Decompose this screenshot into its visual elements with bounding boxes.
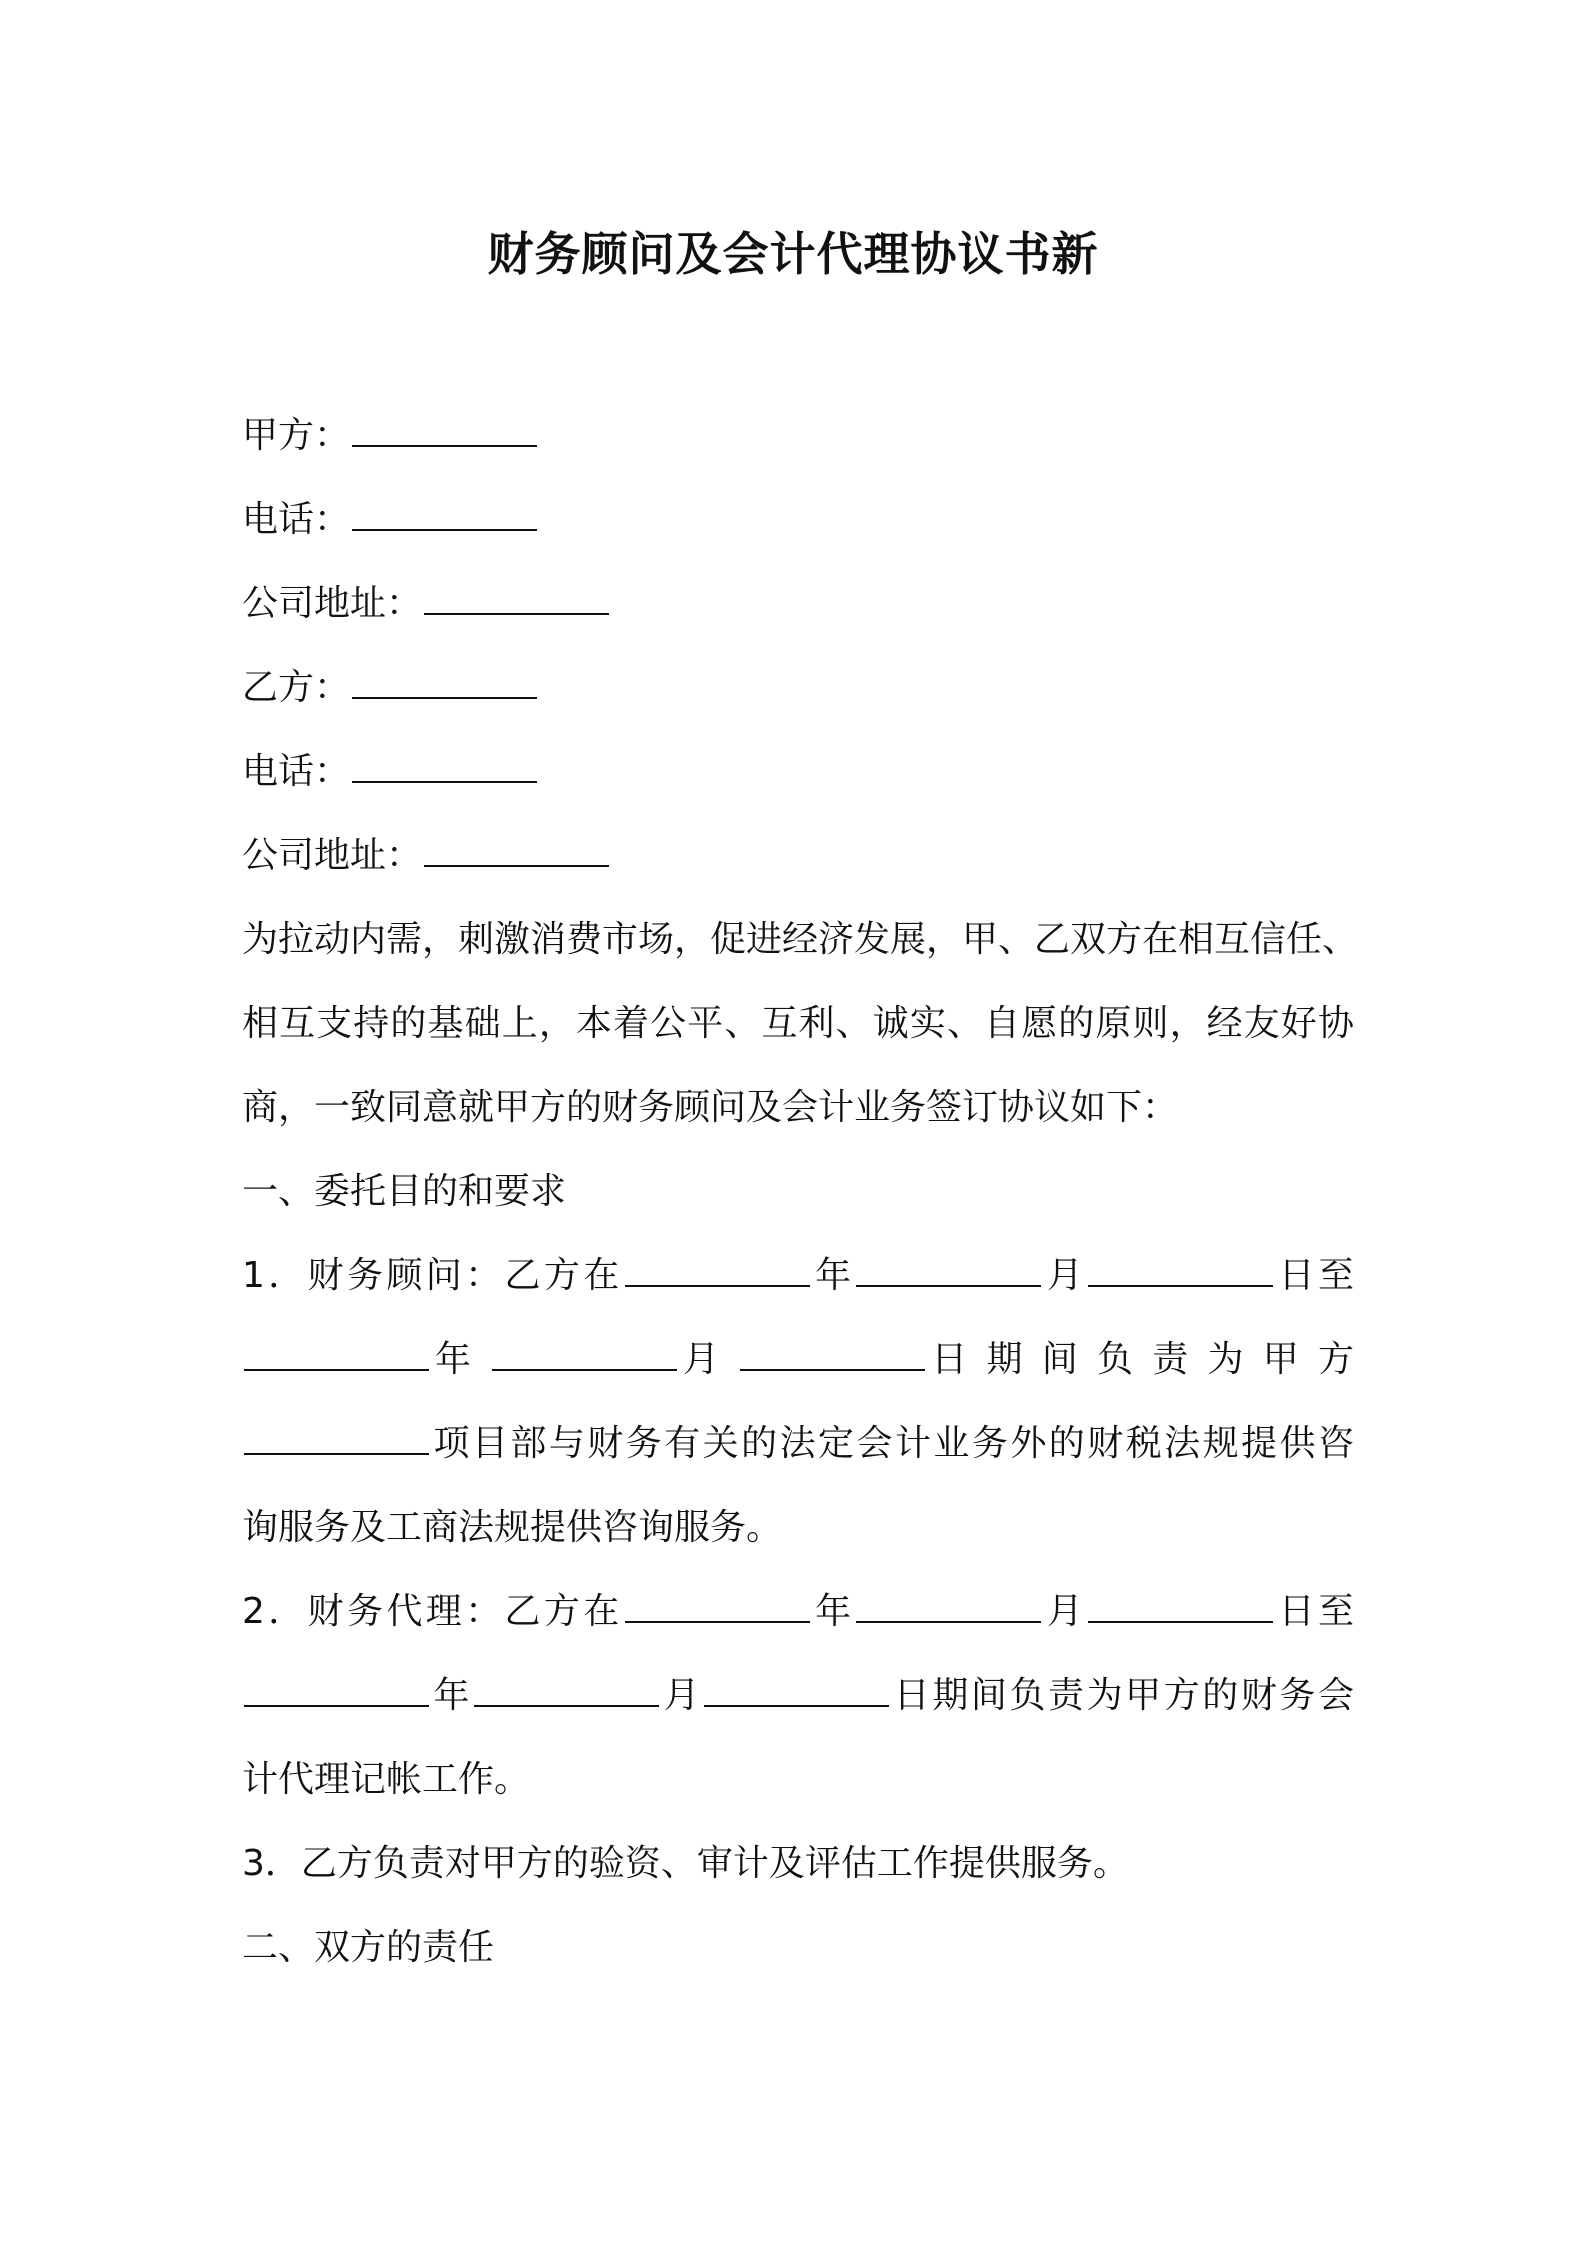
party-a-phone-blank[interactable] [352,497,537,531]
item-1-end-month-label: 月 [679,1339,723,1380]
party-a-address-line [242,580,1354,628]
party-b-phone-blank[interactable] [352,749,537,783]
item-2-end-day-blank[interactable] [704,1673,889,1707]
item-2-line-2 [242,1672,1354,1720]
section-1-heading: 一、委托目的和要求 [242,1171,567,1212]
party-b-address-label: 公司地址： [242,835,423,876]
section-2-heading: 二、双方的责任 [242,1927,495,1968]
party-b-phone-label: 电话： [242,751,351,792]
item-1-start-year-blank[interactable] [625,1253,810,1287]
item-2-line-1 [242,1588,1354,1636]
item-1-end-year-label: 年 [431,1339,475,1380]
item-1-line-3-rest: 项目部与财务有关的法定会计业务外的财税法规提供咨 [431,1423,1354,1464]
item-2-end-month-label: 月 [661,1675,703,1716]
item-2-start-day-blank[interactable] [1088,1589,1273,1623]
item-2-day-to-label: 日至 [1275,1591,1354,1632]
item-2-start-year-blank[interactable] [625,1589,810,1623]
party-a-line [242,412,1354,460]
item-1-end-year-blank[interactable] [244,1337,429,1371]
item-2-start-month-blank[interactable] [856,1589,1041,1623]
item-2-prefix: 2．财务代理：乙方在 [242,1591,623,1632]
item-1-line-2 [242,1336,1354,1384]
item-1-end-month-blank[interactable] [492,1337,677,1371]
party-a-address-blank[interactable] [424,581,609,615]
party-b-blank[interactable] [352,665,537,699]
item-2-month-label: 月 [1043,1591,1087,1632]
party-a-blank[interactable] [352,413,537,447]
item-1-day-to-label: 日至 [1275,1255,1354,1296]
item-3-line: 3．乙方负责对甲方的验资、审计及评估工作提供服务。 [242,1843,1129,1884]
item-1-prefix: 1．财务顾问：乙方在 [242,1255,623,1296]
item-2-line-2-rest: 日期间负责为甲方的财务会 [891,1675,1354,1716]
item-2-end-year-label: 年 [431,1675,473,1716]
party-b-line [242,664,1354,712]
party-b-phone-line [242,748,1354,796]
item-2-year-label: 年 [811,1591,855,1632]
item-1-end-day-blank[interactable] [740,1337,925,1371]
party-a-address-label: 公司地址： [242,583,423,624]
item-1-year-label: 年 [811,1255,855,1296]
party-a-phone-label: 电话： [242,499,351,540]
item-1-project-blank[interactable] [244,1421,429,1455]
party-b-address-line [242,832,1354,880]
item-1-line-2-rest: 日 期 间 负 责 为 甲 方 [927,1339,1354,1380]
item-1-start-day-blank[interactable] [1088,1253,1273,1287]
item-1-line-1 [242,1252,1354,1300]
item-2-line-3: 计代理记帐工作。 [242,1759,531,1800]
party-a-label: 甲方： [242,415,351,456]
intro-line-3: 商，一致同意就甲方的财务顾问及会计业务签订协议如下： [242,1087,1179,1128]
item-1-start-month-blank[interactable] [856,1253,1041,1287]
item-2-end-year-blank[interactable] [244,1673,429,1707]
intro-line-1: 为拉动内需，刺激消费市场，促进经济发展，甲、乙双方在相互信任、 [242,919,1359,960]
item-1-month-label: 月 [1043,1255,1087,1296]
party-b-address-blank[interactable] [424,833,609,867]
item-1-line-4: 询服务及工商法规提供咨询服务。 [242,1507,783,1548]
document-title: 财务顾问及会计代理协议书新 [487,227,1099,281]
item-1-line-3 [242,1420,1354,1468]
party-b-label: 乙方： [242,667,351,708]
party-a-phone-line [242,496,1354,544]
item-2-end-month-blank[interactable] [474,1673,659,1707]
intro-line-2: 相互支持的基础上，本着公平、互利、诚实、自愿的原则，经友好协 [242,1003,1354,1044]
